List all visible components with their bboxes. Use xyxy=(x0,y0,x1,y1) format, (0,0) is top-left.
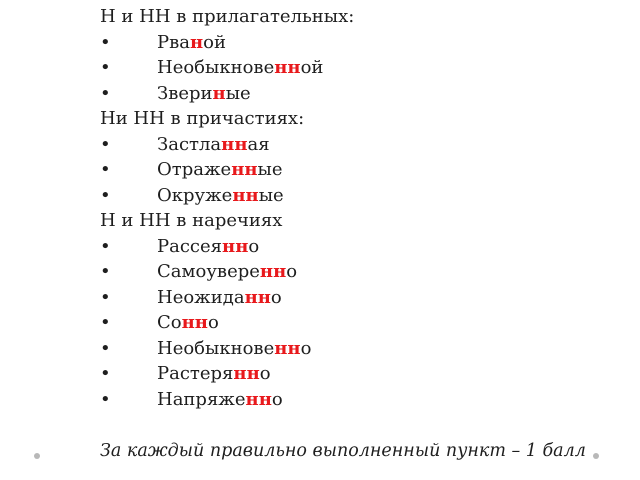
nav-dot-left-icon xyxy=(34,453,40,459)
list-item xyxy=(100,310,620,336)
highlighted-letters: н xyxy=(212,82,226,104)
word: Звериные xyxy=(157,82,251,104)
bullet-icon: • xyxy=(100,337,111,359)
section-heading-adjectives: Н и НН в прилагательных: xyxy=(100,6,355,27)
list-item xyxy=(100,81,620,107)
bullet-icon: • xyxy=(100,31,111,53)
bullet-icon: • xyxy=(100,286,111,308)
word: Напряженно xyxy=(157,388,283,410)
bullet-icon: • xyxy=(100,388,111,410)
bullet-icon: • xyxy=(100,82,111,104)
list-item xyxy=(100,55,620,81)
highlighted-letters: нн xyxy=(274,337,301,359)
word: Окруженные xyxy=(157,184,284,206)
word: Рваной xyxy=(157,31,227,53)
highlighted-letters: нн xyxy=(233,363,260,384)
word: Рассеянно xyxy=(157,235,260,257)
list-item xyxy=(100,157,620,183)
spacer xyxy=(100,412,620,438)
highlighted-letters: нн xyxy=(245,388,272,410)
list-item xyxy=(100,361,620,387)
highlighted-letters: нн xyxy=(232,184,259,206)
list-item xyxy=(100,30,620,56)
highlighted-letters: нн xyxy=(244,286,271,308)
list-item xyxy=(100,285,620,311)
section-heading-participles: Ни НН в причастиях: xyxy=(100,108,305,129)
highlighted-letters: нн xyxy=(221,133,248,155)
nav-dot-right-icon xyxy=(593,453,599,459)
word: Сонно xyxy=(157,312,219,333)
list-item xyxy=(100,183,620,209)
list-item xyxy=(100,259,620,285)
scoring-note: За каждый правильно выполненный пункт – 1 балл xyxy=(100,440,586,461)
list-item xyxy=(100,132,620,158)
section-heading-adverbs: Н и НН в наречиях xyxy=(100,210,283,231)
highlighted-letters: нн xyxy=(231,159,258,180)
word: Застланная xyxy=(157,133,270,155)
highlighted-letters: нн xyxy=(274,57,301,78)
list-item xyxy=(100,234,620,260)
highlighted-letters: н xyxy=(189,31,204,53)
bullet-icon: • xyxy=(100,57,111,78)
bullet-icon: • xyxy=(100,159,111,180)
highlighted-letters: нн xyxy=(222,235,249,257)
bullet-icon: • xyxy=(100,261,111,282)
highlighted-letters: нн xyxy=(259,261,287,282)
list-item xyxy=(100,387,620,413)
bullet-icon: • xyxy=(100,363,111,384)
list-item xyxy=(100,336,620,362)
highlighted-letters: нн xyxy=(181,312,208,333)
word: Растерянно xyxy=(157,363,271,384)
word: Отраженные xyxy=(157,159,283,180)
word: Самоуверенно xyxy=(157,261,298,282)
bullet-icon: • xyxy=(100,235,111,257)
content-block xyxy=(100,4,620,464)
bullet-icon: • xyxy=(100,184,111,206)
word: Неожиданно xyxy=(157,286,282,308)
word: Необыкновенно xyxy=(157,337,312,359)
word: Необыкновенной xyxy=(157,57,324,78)
bullet-icon: • xyxy=(100,312,111,333)
bullet-icon: • xyxy=(100,133,111,155)
